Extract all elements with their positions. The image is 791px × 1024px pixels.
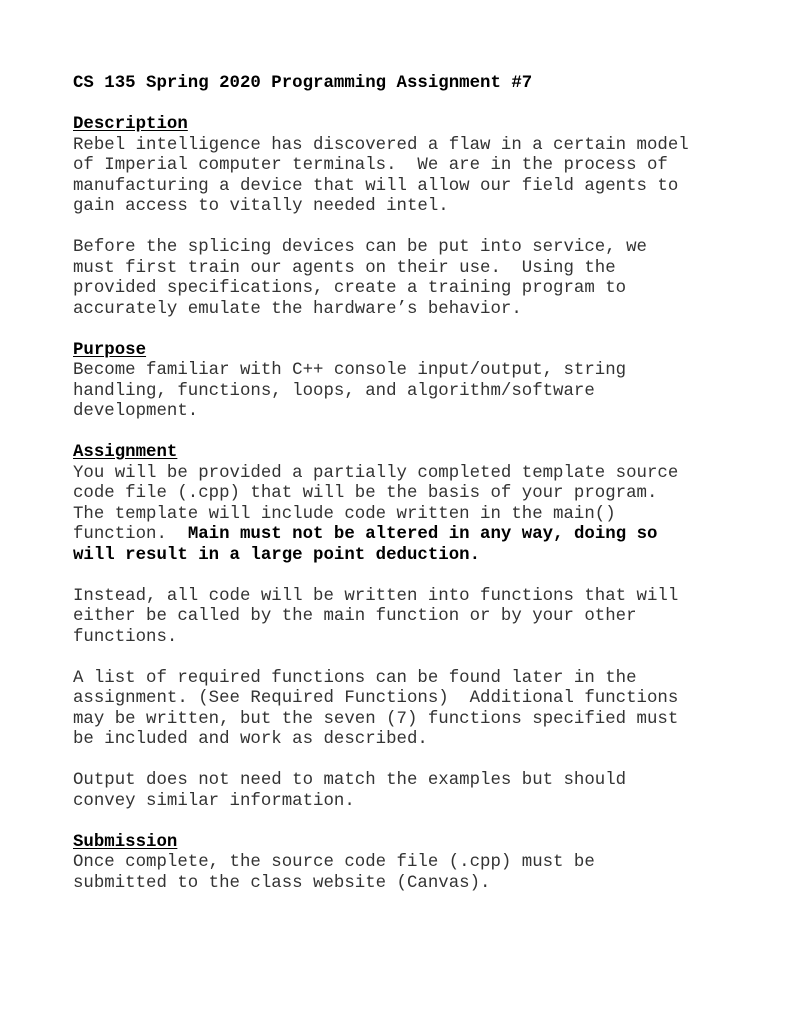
description-heading: Description (73, 115, 188, 134)
submission-line: submitted to the class website (Canvas). (73, 873, 491, 893)
assignment-line-normal: function. (73, 525, 188, 544)
spacer (73, 423, 763, 444)
assignment-line-mixed (73, 525, 763, 546)
description-line: Rebel intelligence has discovered a flaw in a certain model (73, 135, 689, 155)
description-line: of Imperial computer terminals. We are in the process of (73, 156, 668, 175)
assignment-line: Instead, all code will be written into functions that will (73, 586, 679, 606)
assignment-heading: Assignment (73, 443, 178, 462)
spacer (73, 751, 763, 772)
spacer (73, 320, 763, 341)
description-line: must first train our agents on their use. Using the (73, 258, 616, 278)
purpose-line: development. (73, 402, 199, 421)
purpose-line: handling, functions, loops, and algorithm/software (73, 381, 595, 401)
spacer (73, 566, 763, 587)
spacer (73, 648, 763, 669)
assignment-line: may be written, but the seven (7) functions specified must (73, 709, 679, 729)
description-line: accurately emulate the hardware’s behavior. (73, 299, 522, 319)
assignment-line: code file (.cpp) that will be the basis of your program. (73, 484, 658, 503)
submission-heading: Submission (73, 832, 178, 852)
assignment-line: The template will include code written in the main() (73, 504, 616, 524)
purpose-heading: Purpose (73, 340, 147, 360)
main-warning-bold: Main must not be altered in any way, doing so (187, 525, 658, 544)
document-page (73, 74, 763, 894)
assignment-line: functions. (73, 627, 178, 647)
assignment-line: You will be provided a partially completed template source (73, 463, 679, 483)
assignment-line: Output does not need to match the examples but should (73, 771, 627, 790)
description-line: provided specifications, create a training program to (73, 279, 627, 298)
spacer (73, 812, 763, 833)
assignment-line: convey similar information. (73, 791, 355, 811)
spacer (73, 218, 763, 239)
description-line: gain access to vitally needed intel. (73, 197, 449, 216)
main-warning-bold-continued: will result in a large point deduction. (73, 545, 481, 565)
assignment-line: be included and work as described. (73, 730, 428, 749)
assignment-line: either be called by the main function or by your other (73, 607, 637, 626)
assignment-line: A list of required functions can be found later in the (73, 668, 637, 688)
spacer (73, 95, 763, 116)
description-line: manufacturing a device that will allow our field agents to (73, 176, 679, 196)
purpose-line: Become familiar with C++ console input/output, string (73, 361, 627, 380)
document-title: CS 135 Spring 2020 Programming Assignment #7 (73, 74, 533, 93)
description-line: Before the splicing devices can be put into service, we (73, 238, 647, 257)
assignment-line: assignment. (See Required Functions) Additional functions (73, 689, 679, 708)
submission-line: Once complete, the source code file (.cpp) must be (73, 853, 595, 872)
